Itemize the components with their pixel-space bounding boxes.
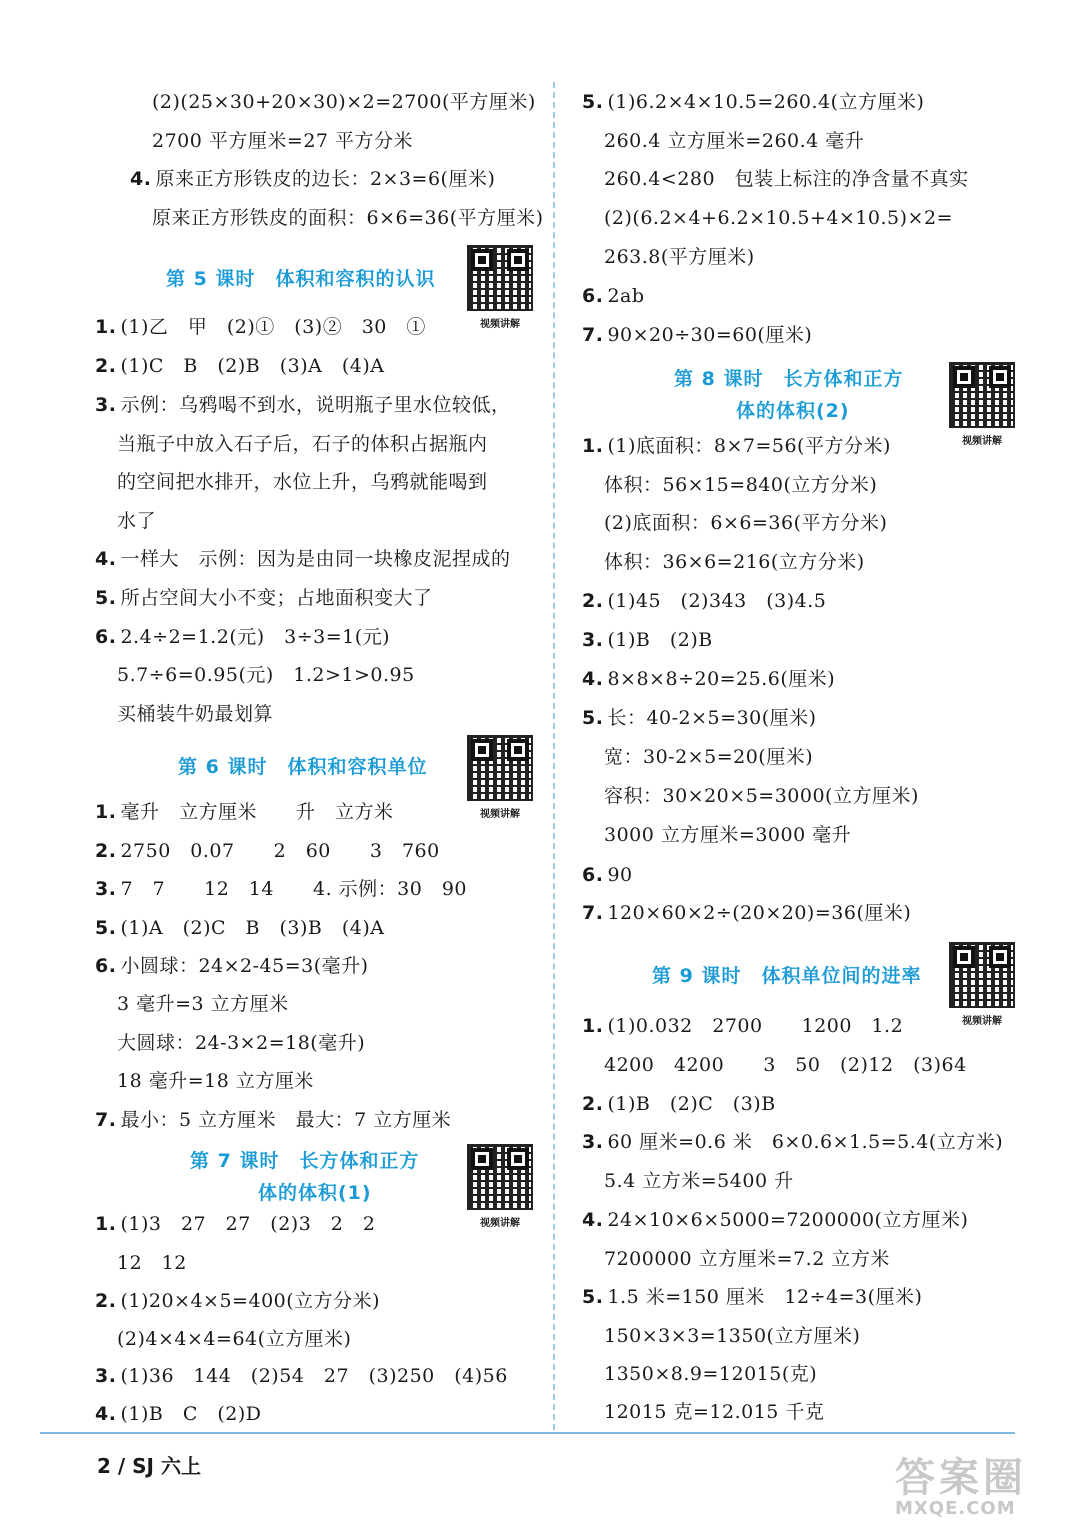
answer-line <box>95 1107 451 1133</box>
answer-text: 4200 4200 3 50 (2)12 (3)64 <box>604 1054 967 1076</box>
answer-text: (2)(25×30+20×30)×2=2700(平方厘米) <box>152 91 536 113</box>
question-number: 3. <box>95 878 117 900</box>
answer-line <box>95 915 385 941</box>
answer-text: 体积：56×15=840(立方分米) <box>604 474 878 496</box>
answer-text: 18 毫升=18 立方厘米 <box>117 1070 314 1092</box>
answer-line <box>117 508 156 534</box>
answer-line <box>582 705 817 731</box>
answer-text: 12 12 <box>117 1252 187 1274</box>
answer-line <box>95 546 510 572</box>
answer-text: (1)B (2)B <box>607 629 713 651</box>
answer-text: 263.8(平方厘米) <box>604 246 755 268</box>
answer-text: 5.7÷6=0.95(元) 1.2>1>0.95 <box>117 664 415 686</box>
answer-line <box>604 783 919 809</box>
answer-line <box>95 314 426 340</box>
question-number: 5. <box>95 587 117 609</box>
answer-line <box>582 588 826 614</box>
answer-text: 最小：5 立方厘米 最大：7 立方厘米 <box>120 1109 452 1131</box>
question-number: 4. <box>95 548 117 570</box>
answer-line <box>604 1246 890 1272</box>
answer-text: 2700 平方厘米=27 平方分米 <box>152 130 414 152</box>
qr-code-icon <box>949 942 1015 1008</box>
answer-line <box>604 128 864 154</box>
answer-text: (2)4×4×4=64(立方厘米) <box>117 1328 352 1350</box>
answer-line <box>582 1207 968 1233</box>
question-number: 3. <box>95 1365 117 1387</box>
qr-code-lesson-7[interactable] <box>467 1144 533 1229</box>
question-number: 1. <box>582 1015 604 1037</box>
question-number: 4. <box>582 668 604 690</box>
question-number: 3. <box>582 629 604 651</box>
answer-line <box>117 1326 351 1352</box>
answer-line <box>604 549 865 575</box>
answer-text: 2.4÷2=1.2(元) 3÷3=1(元) <box>120 626 391 648</box>
question-number: 4. <box>95 1403 117 1425</box>
watermark <box>895 1455 1027 1520</box>
question-number: 7. <box>582 902 604 924</box>
answer-line <box>604 1052 967 1078</box>
answer-text: 7 7 12 14 4. 示例：30 90 <box>120 878 468 900</box>
question-number: 1. <box>95 801 117 823</box>
answer-text: 7200000 立方厘米=7.2 立方米 <box>604 1248 890 1270</box>
qr-caption: 视频讲解 <box>962 436 1002 447</box>
question-number: 3. <box>95 394 117 416</box>
qr-code-icon <box>949 362 1015 428</box>
question-number: 5. <box>582 707 604 729</box>
section-heading-lesson-8: 第 8 课时 长方体和正方 <box>674 368 904 390</box>
question-number: 2. <box>582 1093 604 1115</box>
answer-text: (1)B C (2)D <box>120 1403 262 1425</box>
section-heading-lesson-7-cont: 体的体积(1) <box>258 1182 372 1204</box>
answer-text: 12015 克=12.015 千克 <box>604 1401 825 1423</box>
answer-line <box>604 205 953 231</box>
answer-text: (1)A (2)C B (3)B (4)A <box>120 917 385 939</box>
answer-text: 8×8×8÷20=25.6(厘米) <box>607 668 836 690</box>
answer-line <box>117 1250 187 1276</box>
answer-text: 水了 <box>117 510 157 532</box>
qr-caption: 视频讲解 <box>480 809 520 820</box>
answer-line <box>152 128 413 154</box>
question-number: 1. <box>95 1213 117 1235</box>
answer-text: 一样大 示例：因为是由同一块橡皮泥捏成的 <box>120 548 511 570</box>
qr-code-lesson-5[interactable] <box>467 245 533 330</box>
question-number: 7. <box>95 1109 117 1131</box>
answer-line <box>582 1284 922 1310</box>
watermark-url: MXQE.COM <box>895 1498 1016 1519</box>
qr-code-icon <box>467 735 533 801</box>
question-number: 5. <box>582 1286 604 1308</box>
answer-line <box>604 1399 824 1425</box>
answer-text: 体积：36×6=216(立方分米) <box>604 551 865 573</box>
answer-text: 容积：30×20×5=3000(立方厘米) <box>604 785 919 807</box>
section-heading-lesson-9: 第 9 课时 体积单位间的进率 <box>652 965 922 987</box>
qr-code-lesson-8[interactable] <box>949 362 1015 447</box>
answer-text: 5.4 立方米=5400 升 <box>604 1170 794 1192</box>
answer-line <box>582 862 633 888</box>
answer-text: 2750 0.07 2 60 3 760 <box>120 840 440 862</box>
answer-text: 260.4<280 包装上标注的净含量不真实 <box>604 168 969 190</box>
answer-line <box>95 1288 380 1314</box>
answer-text: 3 毫升=3 立方厘米 <box>117 993 289 1015</box>
question-number: 6. <box>582 864 604 886</box>
answer-line <box>582 433 891 459</box>
qr-code-icon <box>467 1144 533 1210</box>
answer-line <box>152 205 544 231</box>
question-number: 5. <box>95 917 117 939</box>
answer-text: 示例：乌鸦喝不到水，说明瓶子里水位较低， <box>120 394 511 416</box>
answer-line <box>582 322 812 348</box>
answer-text: 3000 立方厘米=3000 毫升 <box>604 824 852 846</box>
question-number: 6. <box>95 626 117 648</box>
answer-line <box>582 1129 1003 1155</box>
question-number: 4. <box>130 168 152 190</box>
answer-text: 宽：30-2×5=20(厘米) <box>604 746 814 768</box>
qr-code-icon <box>467 245 533 311</box>
answer-line <box>117 1068 314 1094</box>
answer-line <box>582 900 911 926</box>
question-number: 6. <box>582 285 604 307</box>
answer-line <box>117 701 273 727</box>
answer-line <box>604 744 813 770</box>
question-number: 2. <box>95 1290 117 1312</box>
answer-line <box>117 991 289 1017</box>
answer-line <box>117 469 488 495</box>
answer-line <box>117 662 415 688</box>
section-heading-lesson-8-cont: 体的体积(2) <box>736 400 850 422</box>
answer-text: 所占空间大小不变；占地面积变大了 <box>120 587 433 609</box>
answer-line <box>95 585 432 611</box>
answer-text: 当瓶子中放入石子后，石子的体积占据瓶内 <box>117 433 488 455</box>
question-number: 2. <box>95 840 117 862</box>
answer-text: (2)(6.2×4+6.2×10.5+4×10.5)×2= <box>604 207 953 229</box>
answer-text: 大圆球：24-3×2=18(毫升) <box>117 1032 366 1054</box>
watermark-logo-text: 答案圈 <box>895 1455 1027 1501</box>
answer-text: (1)0.032 2700 1200 1.2 <box>607 1015 904 1037</box>
answer-text: 90×20÷30=60(厘米) <box>607 324 813 346</box>
question-number: 4. <box>582 1209 604 1231</box>
section-heading-lesson-6: 第 6 课时 体积和容积单位 <box>178 756 428 778</box>
answer-text: (1)36 144 (2)54 27 (3)250 (4)56 <box>120 1365 508 1387</box>
answer-line <box>95 1401 262 1427</box>
answer-text: 24×10×6×5000=7200000(立方厘米) <box>607 1209 969 1231</box>
section-heading-lesson-7: 第 7 课时 长方体和正方 <box>190 1150 420 1172</box>
answer-line <box>95 876 467 902</box>
column-divider <box>553 82 555 1430</box>
answer-line <box>117 431 488 457</box>
answer-line <box>95 953 369 979</box>
qr-caption: 视频讲解 <box>480 319 520 330</box>
answer-line <box>604 510 887 536</box>
answer-text: 2ab <box>607 285 645 307</box>
answer-text: 买桶装牛奶最划算 <box>117 703 274 725</box>
answer-text: (1)20×4×5=400(立方分米) <box>120 1290 381 1312</box>
answer-text: (1)45 (2)343 (3)4.5 <box>607 590 827 612</box>
answer-line <box>95 353 385 379</box>
qr-code-lesson-9[interactable] <box>949 942 1015 1027</box>
qr-code-lesson-6[interactable] <box>467 735 533 820</box>
answer-text: 150×3×3=1350(立方厘米) <box>604 1325 861 1347</box>
answer-text: 1.5 米=150 厘米 12÷4=3(厘米) <box>607 1286 923 1308</box>
question-number: 5. <box>582 91 604 113</box>
section-heading-lesson-5: 第 5 课时 体积和容积的认识 <box>166 268 436 290</box>
qr-caption: 视频讲解 <box>962 1016 1002 1027</box>
answer-line <box>95 1363 508 1389</box>
footer-rule <box>40 1432 1015 1434</box>
question-number: 3. <box>582 1131 604 1153</box>
answer-text: (2)底面积：6×6=36(平方分米) <box>604 512 888 534</box>
answer-text: (1)B (2)C (3)B <box>607 1093 776 1115</box>
answer-text: (1)6.2×4×10.5=260.4(立方厘米) <box>607 91 925 113</box>
page-footer: 2 / SJ 六上 <box>97 1454 201 1478</box>
answer-text: 小圆球：24×2-45=3(毫升) <box>120 955 369 977</box>
answer-line <box>582 283 645 309</box>
answer-text: (1)C B (2)B (3)A (4)A <box>120 355 385 377</box>
answer-line <box>604 244 755 270</box>
answer-line <box>604 472 877 498</box>
answer-text: 60 厘米=0.6 米 6×0.6×1.5=5.4(立方米) <box>607 1131 1004 1153</box>
answer-text: (1)底面积：8×7=56(平方分米) <box>607 435 891 457</box>
answer-line <box>130 166 495 192</box>
answer-line <box>582 89 924 115</box>
answer-text: (1)乙 甲 (2)① (3)② 30 ① <box>120 316 426 338</box>
answer-text: (1)3 27 27 (2)3 2 2 <box>120 1213 376 1235</box>
question-number: 1. <box>582 435 604 457</box>
answer-line <box>604 1168 794 1194</box>
answer-line <box>95 624 390 650</box>
answer-line <box>95 392 510 418</box>
answer-text: 的空间把水排开，水位上升，乌鸦就能喝到 <box>117 471 488 493</box>
answer-text: 长：40-2×5=30(厘米) <box>607 707 817 729</box>
answer-line <box>582 1013 903 1039</box>
answer-text: 120×60×2÷(20×20)=36(厘米) <box>607 902 912 924</box>
answer-line <box>95 838 440 864</box>
answer-line <box>152 89 536 115</box>
answer-text: 1350×8.9=12015(克) <box>604 1363 818 1385</box>
answer-line <box>582 1091 776 1117</box>
answer-text: 260.4 立方厘米=260.4 毫升 <box>604 130 865 152</box>
question-number: 2. <box>582 590 604 612</box>
answer-line <box>604 1361 817 1387</box>
answer-text: 毫升 立方厘米 升 立方米 <box>120 801 394 823</box>
answer-line <box>582 666 835 692</box>
answer-line <box>604 166 969 192</box>
answer-line <box>604 822 851 848</box>
question-number: 2. <box>95 355 117 377</box>
answer-line <box>95 799 393 825</box>
question-number: 6. <box>95 955 117 977</box>
answer-line <box>117 1030 365 1056</box>
answer-text: 原来正方形铁皮的面积：6×6=36(平方厘米) <box>152 207 544 229</box>
answer-line <box>582 627 713 653</box>
answer-text: 90 <box>607 864 633 886</box>
question-number: 1. <box>95 316 117 338</box>
question-number: 7. <box>582 324 604 346</box>
answer-text: 原来正方形铁皮的边长：2×3=6(厘米) <box>155 168 496 190</box>
answer-line <box>604 1323 860 1349</box>
answer-line <box>95 1211 376 1237</box>
qr-caption: 视频讲解 <box>480 1218 520 1229</box>
